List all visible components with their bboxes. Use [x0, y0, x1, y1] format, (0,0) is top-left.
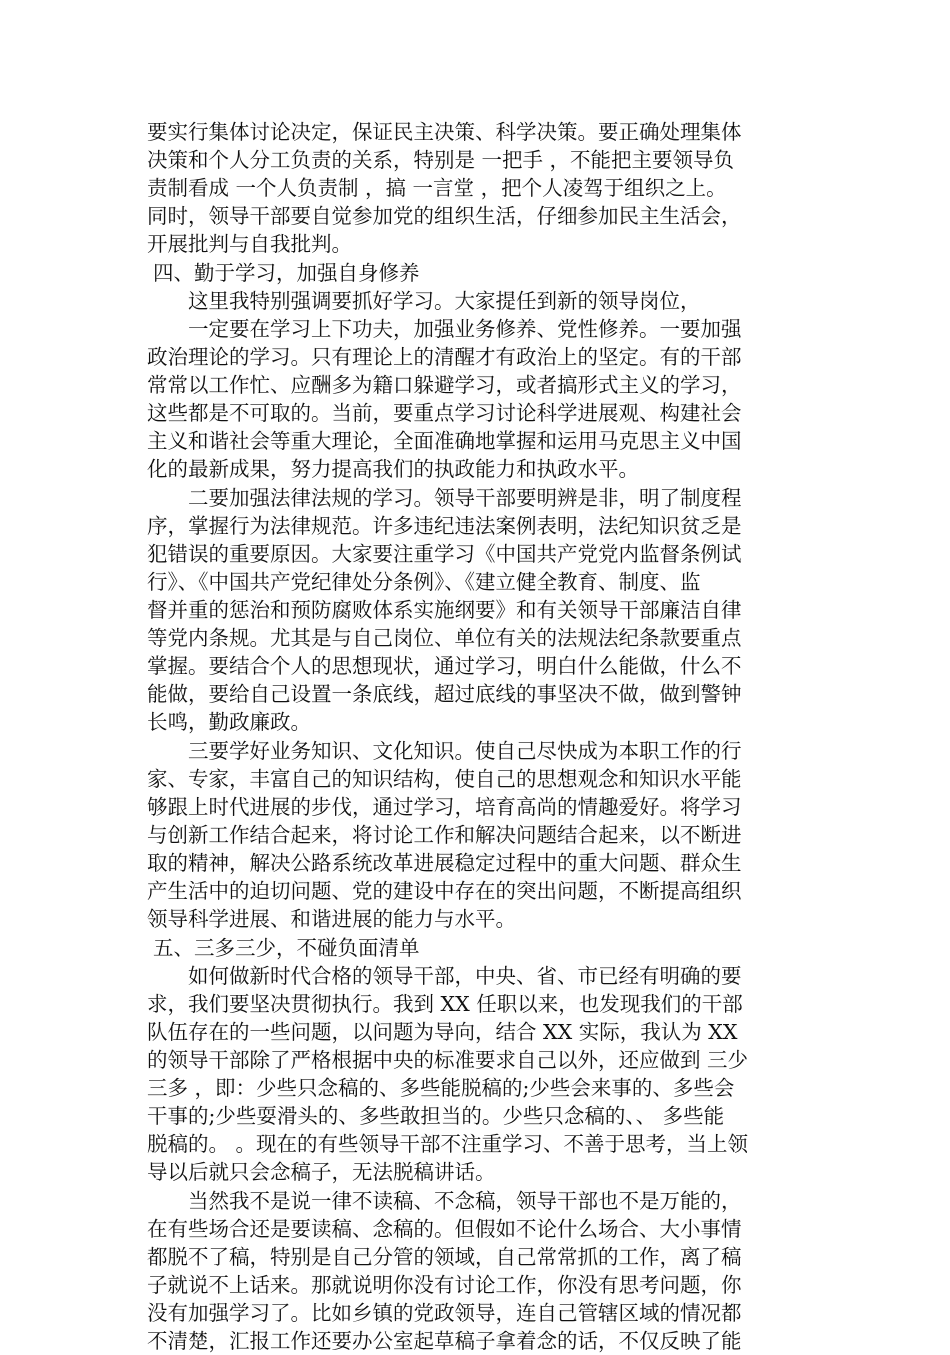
- body-text-line: 如何做新时代合格的领导干部，中央、省、市已经有明确的要: [188, 964, 742, 988]
- body-text-line: 掌握。要结合个人的思想现状，通过学习，明白什么能做，什么不: [147, 654, 742, 678]
- body-text-line: 家、专家，丰富自己的知识结构，使自己的思想观念和知识水平能: [147, 767, 742, 791]
- body-text-line: 子就说不上话来。那就说明你没有讨论工作，你没有思考问题，你: [147, 1273, 742, 1297]
- body-text-line: 没有加强学习了。比如乡镇的党政领导，连自己管辖区域的情况都: [147, 1301, 742, 1325]
- body-text-line: 三多 ，即：少些只念稿的、多些能脱稿的;少些会来事的、多些会: [147, 1076, 735, 1100]
- body-text-line: 主义和谐社会等重大理论，全面准确地掌握和运用马克思主义中国: [147, 429, 742, 453]
- body-text-line: 这些都是不可取的。当前，要重点学习讨论科学进展观、构建社会: [147, 401, 742, 425]
- body-text-line: 当然我不是说一律不读稿、不念稿，领导干部也不是万能的，: [188, 1189, 742, 1213]
- body-text-line: 队伍存在的一些问题，以问题为导向，结合 XX 实际，我认为 XX: [147, 1020, 738, 1044]
- body-text-line: 求，我们要坚决贯彻执行。我到 XX 任职以来，也发现我们的干部: [147, 992, 743, 1016]
- body-text-line: 一定要在学习上下功夫，加强业务修养、党性修养。一要加强: [188, 317, 742, 341]
- body-text-line: 化的最新成果，努力提高我们的执政能力和执政水平。: [147, 457, 639, 481]
- body-text-line: 行》、《中国共产党纪律处分条例》、《建立健全教育、制度、监: [147, 570, 701, 594]
- body-text-line: 长鸣，勤政廉政。: [147, 710, 311, 734]
- body-text-line: 同时，领导干部要自觉参加党的组织生活，仔细参加民主生活会，: [147, 204, 742, 228]
- body-text-line: 常常以工作忙、应酬多为籍口躲避学习，或者搞形式主义的学习，: [147, 373, 742, 397]
- body-text-line: 序，掌握行为法律规范。许多违纪违法案例表明，法纪知识贫乏是: [147, 514, 742, 538]
- body-text-line: 等党内条规。尤其是与自己岗位、单位有关的法规法纪条款要重点: [147, 626, 742, 650]
- section-heading: 五、三多三少，不碰负面清单: [153, 936, 420, 960]
- body-text-line: 够跟上时代进展的步伐，通过学习，培育高尚的情趣爱好。将学习: [147, 795, 742, 819]
- body-text-line: 决策和个人分工负责的关系，特别是 一把手 ，不能把主要领导负: [147, 148, 735, 172]
- body-text-line: 的领导干部除了严格根据中央的标准要求自己以外，还应做到 三少: [147, 1048, 749, 1072]
- body-text-line: 导以后就只会念稿子，无法脱稿讲话。: [147, 1160, 496, 1184]
- body-text-line: 都脱不了稿，特别是自己分管的领域，自己常常抓的工作，离了稿: [147, 1245, 742, 1269]
- body-text-line: 督并重的惩治和预防腐败体系实施纲要》和有关领导干部廉洁自律: [147, 598, 742, 622]
- body-text-line: 取的精神，解决公路系统改革进展稳定过程中的重大问题、群众生: [147, 851, 742, 875]
- body-text-line: 不清楚，汇报工作还要办公室起草稿子拿着念的话，不仅反映了能: [147, 1329, 742, 1353]
- body-text-line: 干事的;少些耍滑头的、多些敢担当的。少些只念稿的、、 多些能: [147, 1104, 725, 1128]
- body-text-line: 三要学好业务知识、文化知识。使自己尽快成为本职工作的行: [188, 739, 742, 763]
- body-text-line: 能做，要给自己设置一条底线，超过底线的事坚决不做，做到警钟: [147, 682, 742, 706]
- body-text-line: 犯错误的重要原因。大家要注重学习《中国共产党党内监督条例试: [147, 542, 742, 566]
- body-text-line: 责制看成 一个人负责制 ，搞 一言堂 ，把个人凌驾于组织之上。: [147, 176, 727, 200]
- body-text-line: 政治理论的学习。只有理论上的清醒才有政治上的坚定。有的干部: [147, 345, 742, 369]
- body-text-line: 要实行集体讨论决定，保证民主决策、科学决策。要正确处理集体: [147, 120, 742, 144]
- body-text-line: 这里我特别强调要抓好学习。大家提任到新的领导岗位，: [188, 289, 701, 313]
- body-text-line: 产生活中的迫切问题、党的建设中存在的突出问题，不断提高组织: [147, 879, 742, 903]
- body-text-line: 在有些场合还是要读稿、念稿的。但假如不论什么场合、大小事情: [147, 1217, 742, 1241]
- body-text-line: 脱稿的。 。现在的有些领导干部不注重学习、不善于思考，当上领: [147, 1132, 749, 1156]
- body-text-line: 与创新工作结合起来，将讨论工作和解决问题结合起来，以不断进: [147, 823, 742, 847]
- section-heading: 四、勤于学习，加强自身修养: [153, 261, 420, 285]
- body-text-line: 开展批判与自我批判。: [147, 232, 352, 256]
- body-text-line: 领导科学进展、和谐进展的能力与水平。: [147, 907, 516, 931]
- body-text-line: 二要加强法律法规的学习。领导干部要明辨是非，明了制度程: [188, 486, 742, 510]
